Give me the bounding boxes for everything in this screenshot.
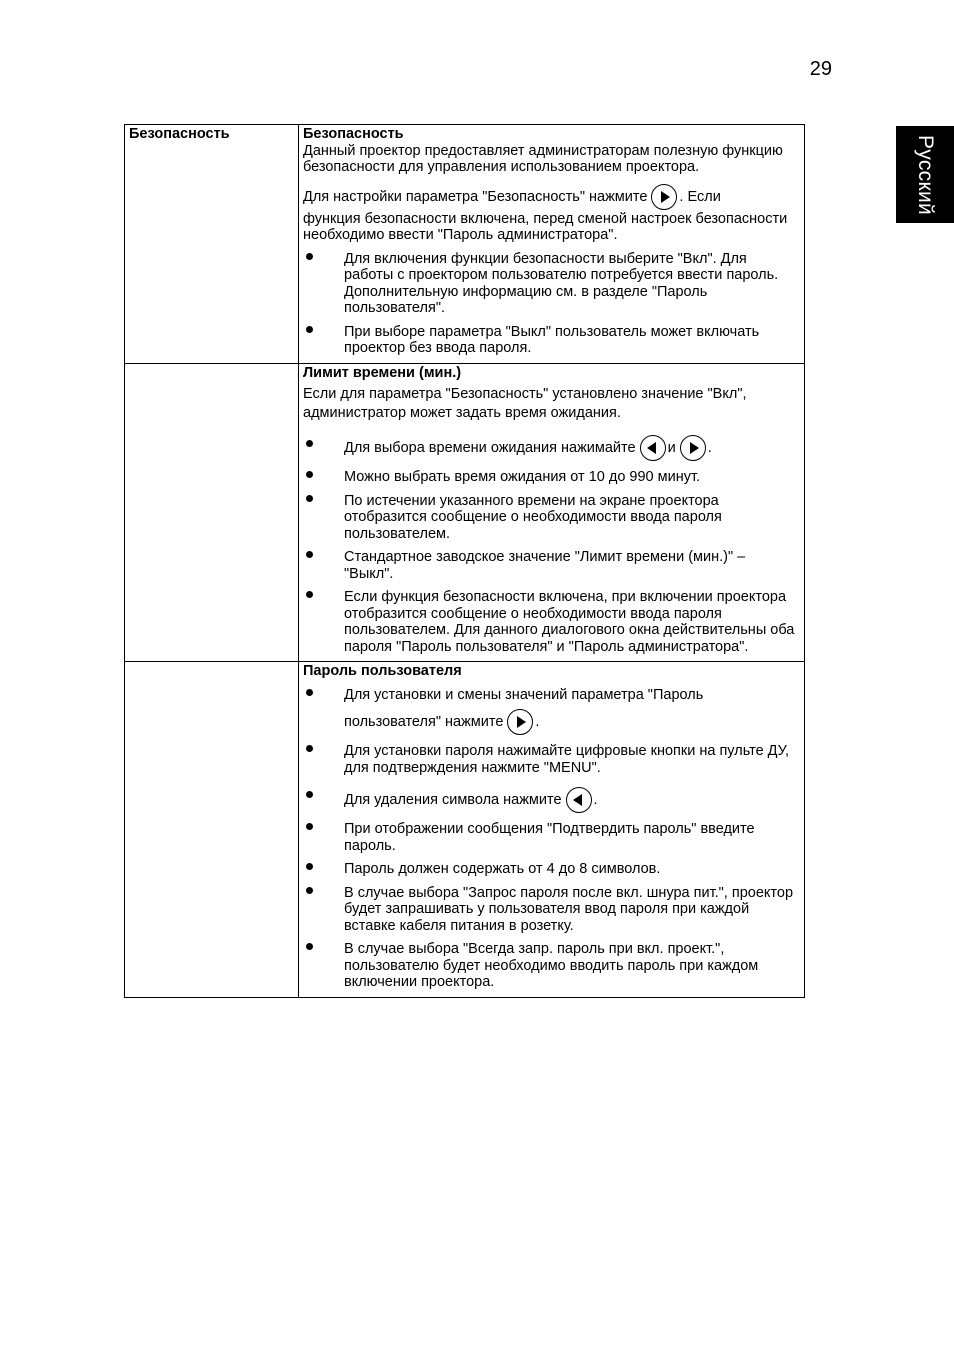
section-intro: Если для параметра "Безопасность" установлено значение "Вкл", администратор может задать время ожидания.: [303, 386, 747, 421]
section-paragraph: [303, 183, 798, 244]
right-arrow-button-icon: [680, 435, 706, 461]
list-item: [303, 783, 798, 814]
bullet-icon: [306, 551, 313, 558]
list-item: [303, 743, 798, 776]
list-item: [303, 324, 798, 357]
section-title: Пароль пользователя: [303, 663, 462, 679]
bullet-list: [303, 251, 798, 357]
list-item: [303, 687, 798, 737]
bullet-icon: [306, 689, 313, 696]
section-intro: Данный проектор предоставляет администраторам полезную функцию безопасности для управления использованием проектора.: [303, 142, 783, 175]
bullet-icon: [306, 887, 313, 894]
language-tab-label: Русский: [914, 134, 937, 215]
list-item-text: .: [593, 792, 598, 808]
right-arrow-button-icon: [507, 709, 533, 735]
list-item: [303, 861, 798, 878]
language-tab: [896, 126, 954, 223]
bullet-icon: [306, 326, 313, 333]
bullet-icon: [306, 745, 313, 752]
bullet-icon: [306, 863, 313, 870]
bullet-icon: [306, 495, 313, 502]
category-cell: [125, 662, 299, 998]
list-item-text: пользователя" нажмите: [344, 714, 504, 730]
list-item-text: Можно выбрать время ожидания от 10 до 990 минут.: [344, 469, 701, 485]
list-item-text: При выборе параметра "Выкл" пользователь может включать проектор без ввода пароля.: [344, 323, 760, 356]
list-item: [303, 821, 798, 854]
bullet-list: [303, 687, 798, 991]
list-item-text: По истечении указанного времени на экране проектора отобразится сообщение о необходимости ввода пароля пользователем.: [344, 492, 722, 542]
list-item: [303, 885, 798, 935]
right-arrow-button-icon: [651, 184, 677, 210]
paragraph-text-rest: функция безопасности включена, перед сменой настроек безопасности необходимо ввести "Пароль администратора".: [303, 210, 788, 243]
bullet-icon: [306, 791, 313, 798]
bullet-icon: [306, 471, 313, 478]
description-cell: [299, 662, 805, 998]
table-row-user-password: [125, 662, 805, 998]
bullet-list: [303, 430, 798, 655]
list-item: [303, 251, 798, 317]
bullet-icon: [306, 591, 313, 598]
list-item-text: Для выбора времени ожидания нажимайте: [344, 440, 636, 456]
list-item-text: .: [535, 714, 540, 730]
table-row-timeout: [125, 363, 805, 662]
table-row-security: [125, 125, 805, 364]
page-number: 29: [809, 58, 832, 80]
category-cell: Безопасность: [125, 125, 299, 364]
list-item-text: При отображении сообщения "Подтвердить пароль" введите пароль.: [344, 821, 755, 854]
list-item: [303, 493, 798, 543]
left-arrow-button-icon: [566, 787, 592, 813]
list-item-text: Для установки пароля нажимайте цифровые кнопки на пульте ДУ, для подтверждения нажмите "MENU".: [344, 743, 789, 776]
list-item: [303, 941, 798, 991]
paragraph-text-after: . Если: [679, 188, 721, 205]
list-item-text: Для удаления символа нажмите: [344, 792, 562, 808]
bullet-icon: [306, 823, 313, 830]
description-cell: [299, 125, 805, 364]
description-cell: [299, 363, 805, 662]
section-title: Лимит времени (мин.): [303, 364, 462, 381]
list-item: [303, 589, 798, 655]
list-item: [303, 549, 798, 582]
paragraph-text-before: Для настройки параметра "Безопасность" нажмите: [303, 188, 648, 205]
bullet-icon: [306, 253, 313, 260]
list-item: [303, 469, 798, 486]
list-item-text: .: [707, 440, 712, 456]
bullet-icon: [306, 440, 313, 447]
list-item-text: Стандартное заводское значение "Лимит времени (мин.)" – "Выкл".: [344, 549, 746, 582]
left-arrow-button-icon: [640, 435, 666, 461]
list-item-text: Для установки и смены значений параметра "Пароль: [344, 686, 704, 703]
category-cell: [125, 363, 299, 662]
bullet-icon: [306, 943, 313, 950]
section-title: Безопасность: [303, 126, 404, 142]
settings-table: [124, 124, 805, 998]
list-item: [303, 430, 798, 462]
list-item-text: В случае выбора "Всегда запр. пароль при вкл. проект.", пользователю будет необходимо вводить пароль при каждом включении проектора.: [344, 941, 759, 990]
list-item-text: Если функция безопасности включена, при включении проектора отобразится сообщение о необходимости ввода пароля пользователем. Для данного диалогового окна действительны оба пароля "Пароль пользователя" и "Пароль администратора".: [344, 589, 795, 655]
list-item-text: Пароль должен содержать от 4 до 8 символов.: [344, 861, 661, 877]
list-item-text: Для включения функции безопасности выберите "Вкл". Для работы с проектором пользователю потребуется ввести пароль. Дополнительную информацию см. в разделе "Пароль пользователя".: [344, 250, 779, 316]
list-item-text: В случае выбора "Запрос пароля после вкл. шнура пит.", проектор будет запрашивать у пользователя ввод пароля при каждой вставке кабеля питания в розетку.: [344, 884, 794, 934]
list-item-text: и: [667, 440, 676, 456]
